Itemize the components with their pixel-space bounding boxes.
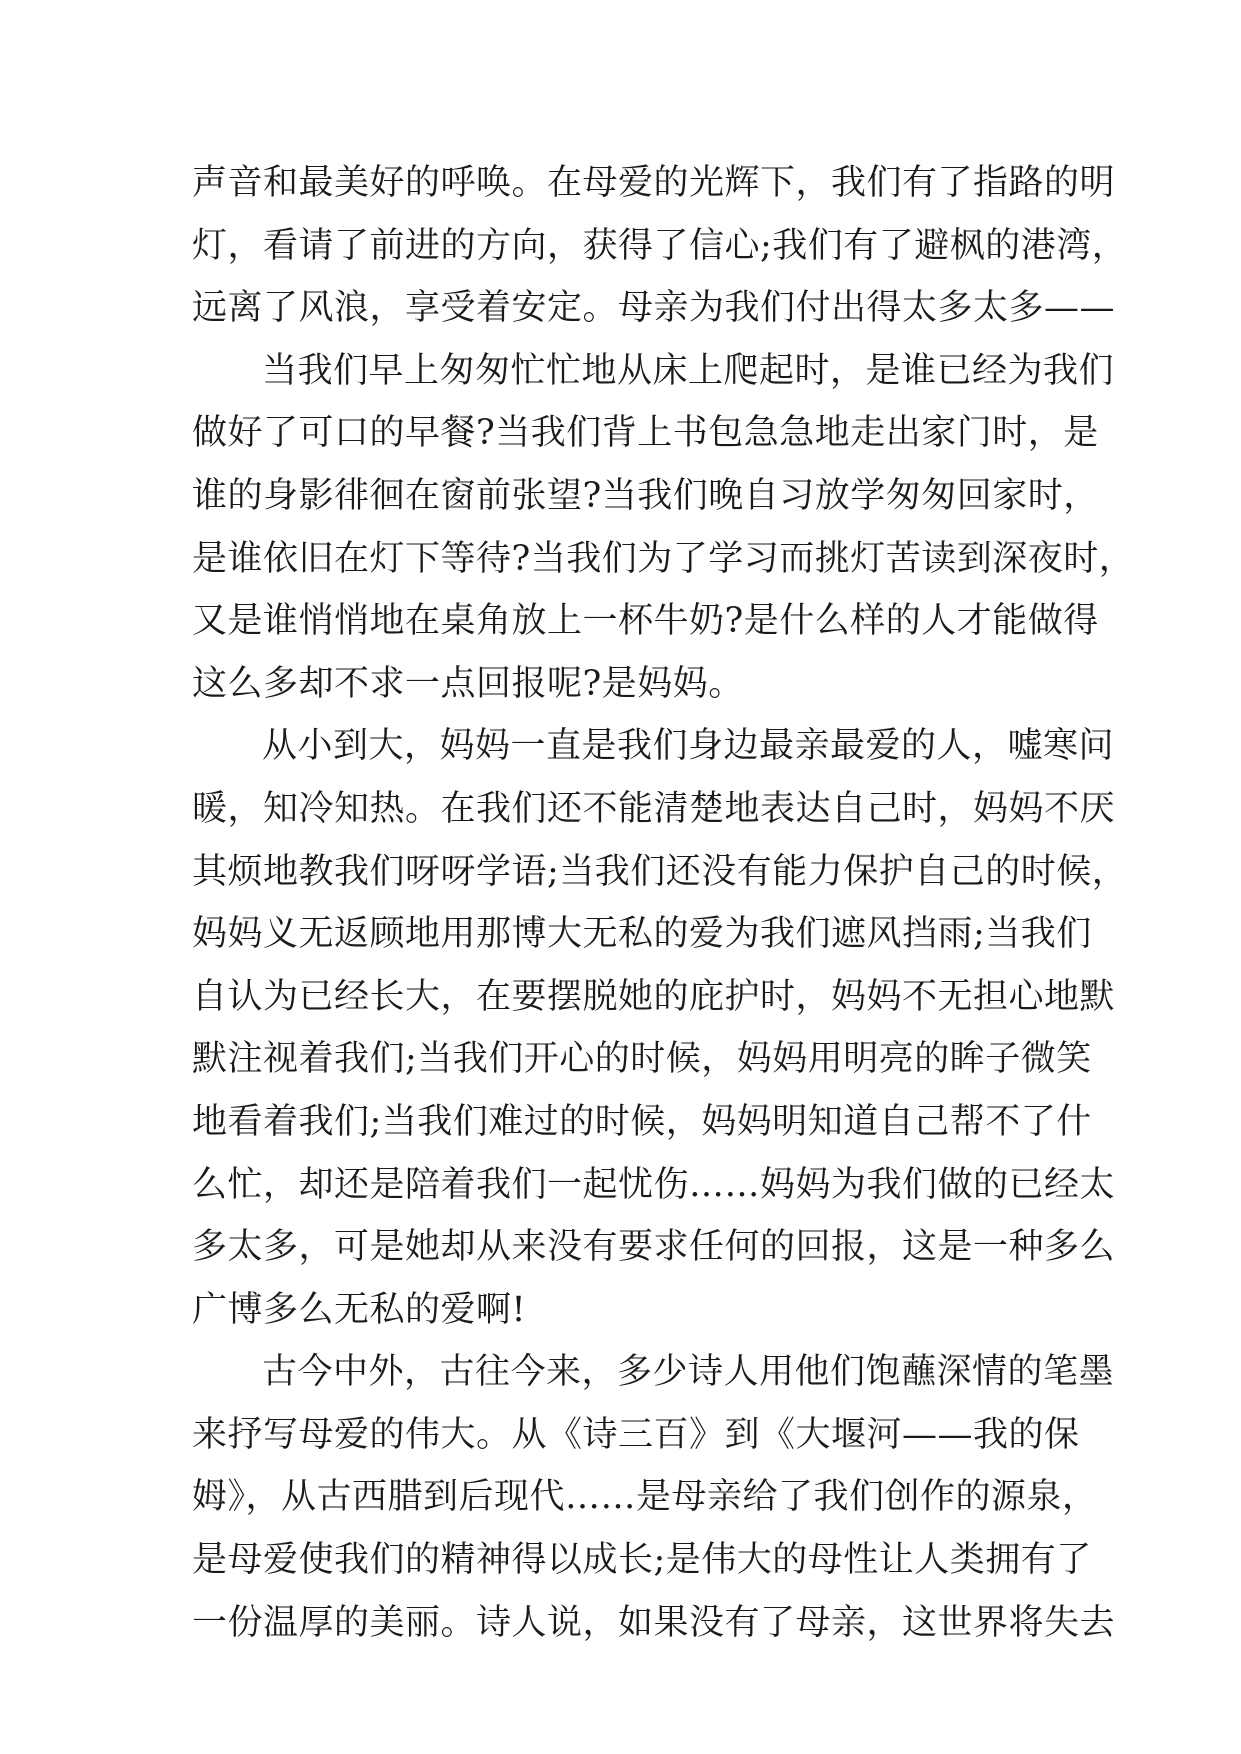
document-body <box>192 152 1135 1654</box>
text-line: 其烦地教我们呀呀学语;当我们还没有能力保护自己的时候， <box>192 851 1128 892</box>
text-line: 又是谁悄悄地在桌角放上一杯牛奶?是什么样的人才能做得 <box>192 601 1099 642</box>
text-line: 默注视着我们;当我们开心的时候，妈妈用明亮的眸子微笑 <box>192 1039 1092 1080</box>
paragraph-first-line: 当我们早上匆匆忙忙地从床上爬起时，是谁已经为我们 <box>262 350 1115 391</box>
text-line: 多太多，可是她却从来没有要求任何的回报，这是一种多么 <box>192 1227 1116 1268</box>
text-line: 来抒写母爱的伟大。从《诗三百》到《大堰河——我的保 <box>192 1414 1080 1455</box>
text-line: 远离了风浪，享受着安定。母亲为我们付出得太多太多—— <box>192 288 1116 329</box>
paragraph-first-line: 从小到大，妈妈一直是我们身边最亲最爱的人，嘘寒问 <box>262 726 1115 767</box>
text-line: 么忙，却还是陪着我们一起忧伤……妈妈为我们做的已经太 <box>192 1164 1116 1205</box>
text-line: 这么多却不求一点回报呢?是妈妈。 <box>192 663 744 704</box>
text-line: 暖，知冷知热。在我们还不能清楚地表达自己时，妈妈不厌 <box>192 788 1116 829</box>
text-line: 一份温厚的美丽。诗人说，如果没有了母亲，这世界将失去 <box>192 1602 1116 1643</box>
text-line: 是谁依旧在灯下等待?当我们为了学习而挑灯苦读到深夜时， <box>192 538 1135 579</box>
text-line: 妈妈义无返顾地用那博大无私的爱为我们遮风挡雨;当我们 <box>192 914 1092 955</box>
paragraph-first-line: 古今中外，古往今来，多少诗人用他们饱蘸深情的笔墨 <box>262 1352 1115 1393</box>
text-line: 广博多么无私的爱啊! <box>192 1289 527 1330</box>
text-line: 声音和最美好的呼唤。在母爱的光辉下，我们有了指路的明 <box>192 163 1116 203</box>
text-line: 是母爱使我们的精神得以成长;是伟大的母性让人类拥有了 <box>192 1540 1092 1581</box>
text-line: 地看着我们;当我们难过的时候，妈妈明知道自己帮不了什 <box>192 1101 1092 1142</box>
text-line: 自认为已经长大，在要摆脱她的庇护时，妈妈不无担心地默 <box>192 976 1116 1017</box>
text-line: 谁的身影徘徊在窗前张望?当我们晚自习放学匆匆回家时， <box>192 475 1099 516</box>
text-line: 灯，看请了前进的方向，获得了信心;我们有了避枫的港湾， <box>192 225 1128 266</box>
text-line: 做好了可口的早餐?当我们背上书包急急地走出家门时，是 <box>192 413 1099 454</box>
text-line: 姆》，从古西腊到后现代……是母亲给了我们创作的源泉， <box>192 1477 1098 1518</box>
